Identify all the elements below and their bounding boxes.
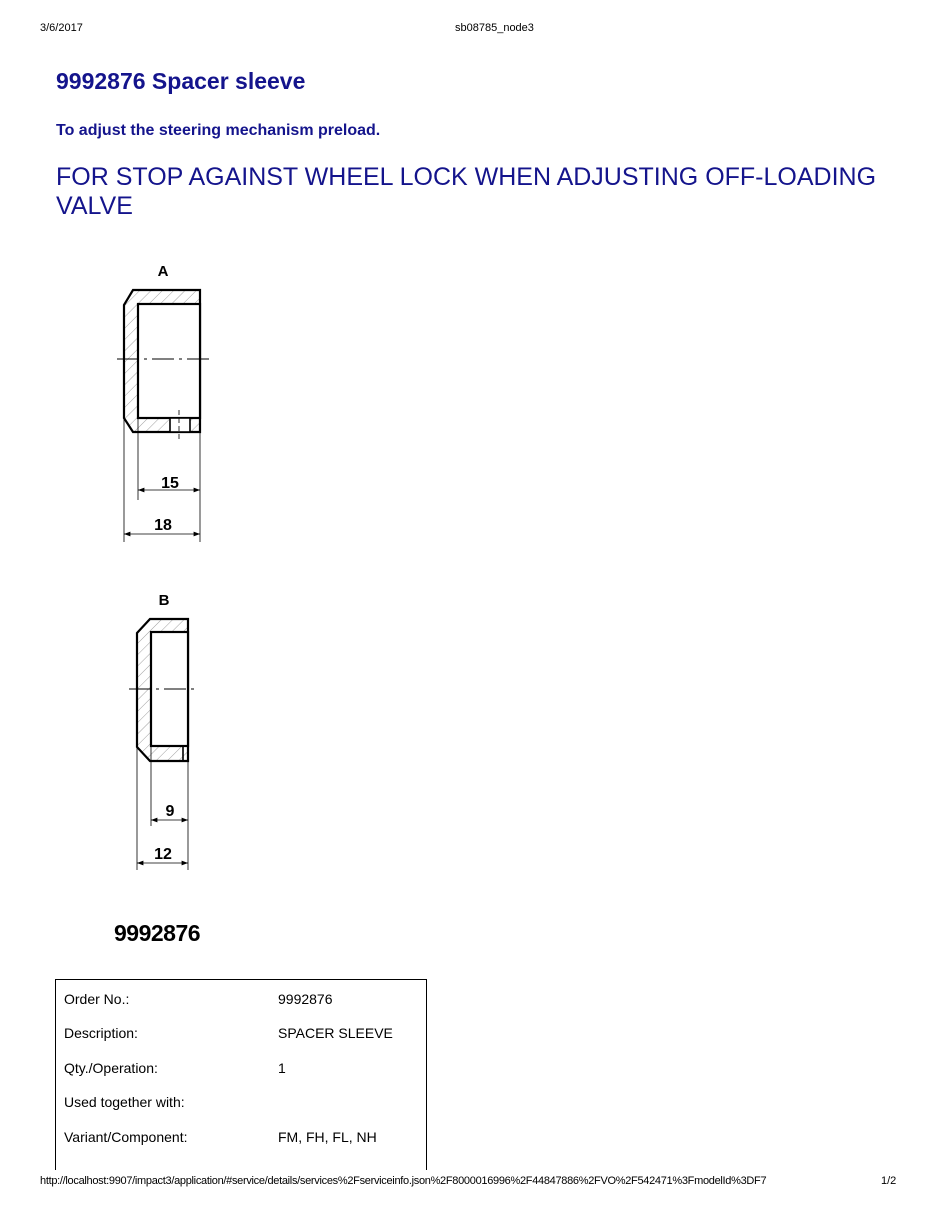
- info-label: Description:: [64, 1025, 138, 1041]
- view-a: [117, 263, 210, 542]
- dim-a-outer: 18: [154, 517, 172, 534]
- tool-info-table: [55, 979, 427, 1170]
- section-heading: FOR STOP AGAINST WHEEL LOCK WHEN ADJUSTING OFF-LOADING VALVE: [56, 163, 877, 220]
- info-value: 9992876: [278, 991, 333, 1007]
- dim-b-outer: 12: [154, 846, 172, 863]
- info-value: FM, FH, FL, NH: [278, 1129, 377, 1145]
- print-page-number: 1/2: [881, 1175, 897, 1187]
- view-b: [129, 592, 198, 870]
- page-title: 9992876 Spacer sleeve: [56, 68, 306, 94]
- print-url: http://localhost:9907/impact3/application/#service/details/services%2Fserviceinfo.json%2F8000016996%2F44847886%2FVO%2F542471%3FmodelId%3DF7: [40, 1175, 767, 1187]
- view-a-label: A: [157, 263, 169, 280]
- info-value: 1: [278, 1060, 286, 1076]
- info-label: Order No.:: [64, 991, 130, 1007]
- dim-a-inner: 15: [161, 475, 179, 492]
- dim-b-inner: 9: [165, 803, 175, 820]
- drawing-part-number: 9992876: [114, 920, 201, 946]
- info-label: Qty./Operation:: [64, 1060, 158, 1076]
- print-page-title: sb08785_node3: [455, 22, 534, 34]
- info-label: Used together with:: [64, 1094, 185, 1110]
- info-value: SPACER SLEEVE: [278, 1025, 393, 1041]
- view-b-label: B: [158, 592, 170, 609]
- page-subtitle: To adjust the steering mechanism preload.: [56, 122, 381, 139]
- print-date: 3/6/2017: [40, 22, 83, 34]
- info-label: Variant/Component:: [64, 1129, 188, 1145]
